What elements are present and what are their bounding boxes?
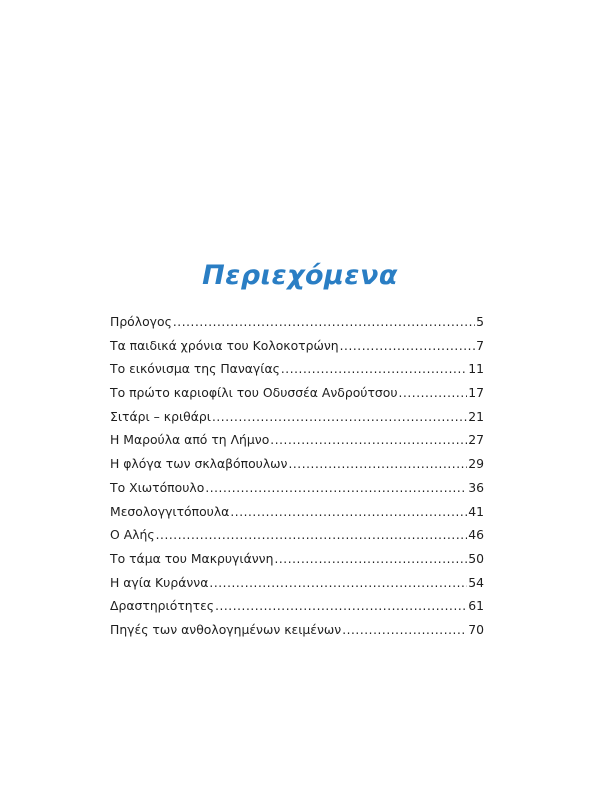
- toc-entry[interactable]: [110, 314, 484, 338]
- dot-leader: [230, 505, 467, 519]
- dot-leader: [340, 339, 475, 353]
- dot-leader: [215, 599, 467, 613]
- toc-entry-title: Η φλόγα των σκλαβόπουλων: [110, 456, 288, 472]
- toc-entry-page: 46: [468, 527, 484, 543]
- toc-entry[interactable]: [110, 504, 484, 528]
- dot-leader: [342, 623, 467, 637]
- toc-entry-title: Η αγία Κυράννα: [110, 574, 209, 590]
- toc-entry-title: Το εικόνισμα της Παναγίας: [110, 361, 280, 377]
- toc-entry-page: 41: [468, 503, 484, 519]
- toc-entry-page: 29: [468, 456, 484, 472]
- toc-entry-title: Πρόλογος: [110, 314, 172, 329]
- toc-entry[interactable]: [110, 432, 484, 456]
- toc-entry-title: Πηγές των ανθολογημένων κειμένων: [110, 621, 342, 637]
- toc-entry-page: 21: [468, 408, 484, 424]
- toc-entry-page: 50: [468, 550, 484, 566]
- toc-entry-page: 27: [468, 432, 484, 448]
- toc-entry-title: Μεσολογγιτόπουλα: [110, 503, 230, 519]
- dot-leader: [281, 362, 467, 376]
- toc-entry[interactable]: [110, 598, 484, 622]
- dot-leader: [173, 315, 475, 329]
- dot-leader: [205, 481, 467, 495]
- toc-entry-page: 54: [468, 574, 484, 590]
- dot-leader: [288, 457, 467, 471]
- toc-entry[interactable]: [110, 361, 484, 385]
- dot-leader: [399, 386, 468, 400]
- toc-entry-page: 36: [468, 479, 484, 495]
- toc-entry-page: 17: [468, 385, 484, 401]
- toc-entry-title: Τα παιδικά χρόνια του Κολοκοτρώνη: [110, 337, 339, 353]
- toc-entry[interactable]: [110, 456, 484, 480]
- dot-leader: [270, 433, 467, 447]
- toc-entry-title: Το τάμα του Μακρυγιάννη: [110, 550, 274, 566]
- toc-entry-page: 61: [468, 598, 484, 614]
- toc-entry[interactable]: [110, 551, 484, 575]
- toc-entry-title: Η Μαρούλα από τη Λήμνο: [110, 432, 270, 448]
- toc-entry-page: 11: [468, 361, 484, 377]
- toc-entry[interactable]: [110, 480, 484, 504]
- toc-entry[interactable]: [110, 338, 484, 362]
- dot-leader: [212, 410, 467, 424]
- toc-entry-title: Το Χιωτόπουλο: [110, 479, 205, 495]
- dot-leader: [274, 552, 467, 566]
- toc-entry[interactable]: [110, 575, 484, 599]
- toc-entry[interactable]: [110, 409, 484, 433]
- toc-entry[interactable]: [110, 622, 484, 646]
- toc-entry[interactable]: [110, 527, 484, 551]
- toc-entry-page: 7: [476, 337, 484, 353]
- dot-leader: [209, 576, 467, 590]
- toc-entry-page: 5: [476, 314, 484, 329]
- toc-entry[interactable]: [110, 385, 484, 409]
- page-title: Περιεχόμενα: [202, 260, 398, 291]
- toc-entry-title: Το πρώτο καριοφίλι του Οδυσσέα Ανδρούτσου: [110, 385, 398, 401]
- toc-entry-title: Σιτάρι – κριθάρι: [110, 408, 211, 424]
- toc-entry-title: Δραστηριότητες: [110, 598, 215, 614]
- table-of-contents: [110, 314, 484, 646]
- toc-entry-title: Ο Αλής: [110, 527, 155, 543]
- toc-entry-page: 70: [468, 621, 484, 637]
- dot-leader: [156, 528, 468, 542]
